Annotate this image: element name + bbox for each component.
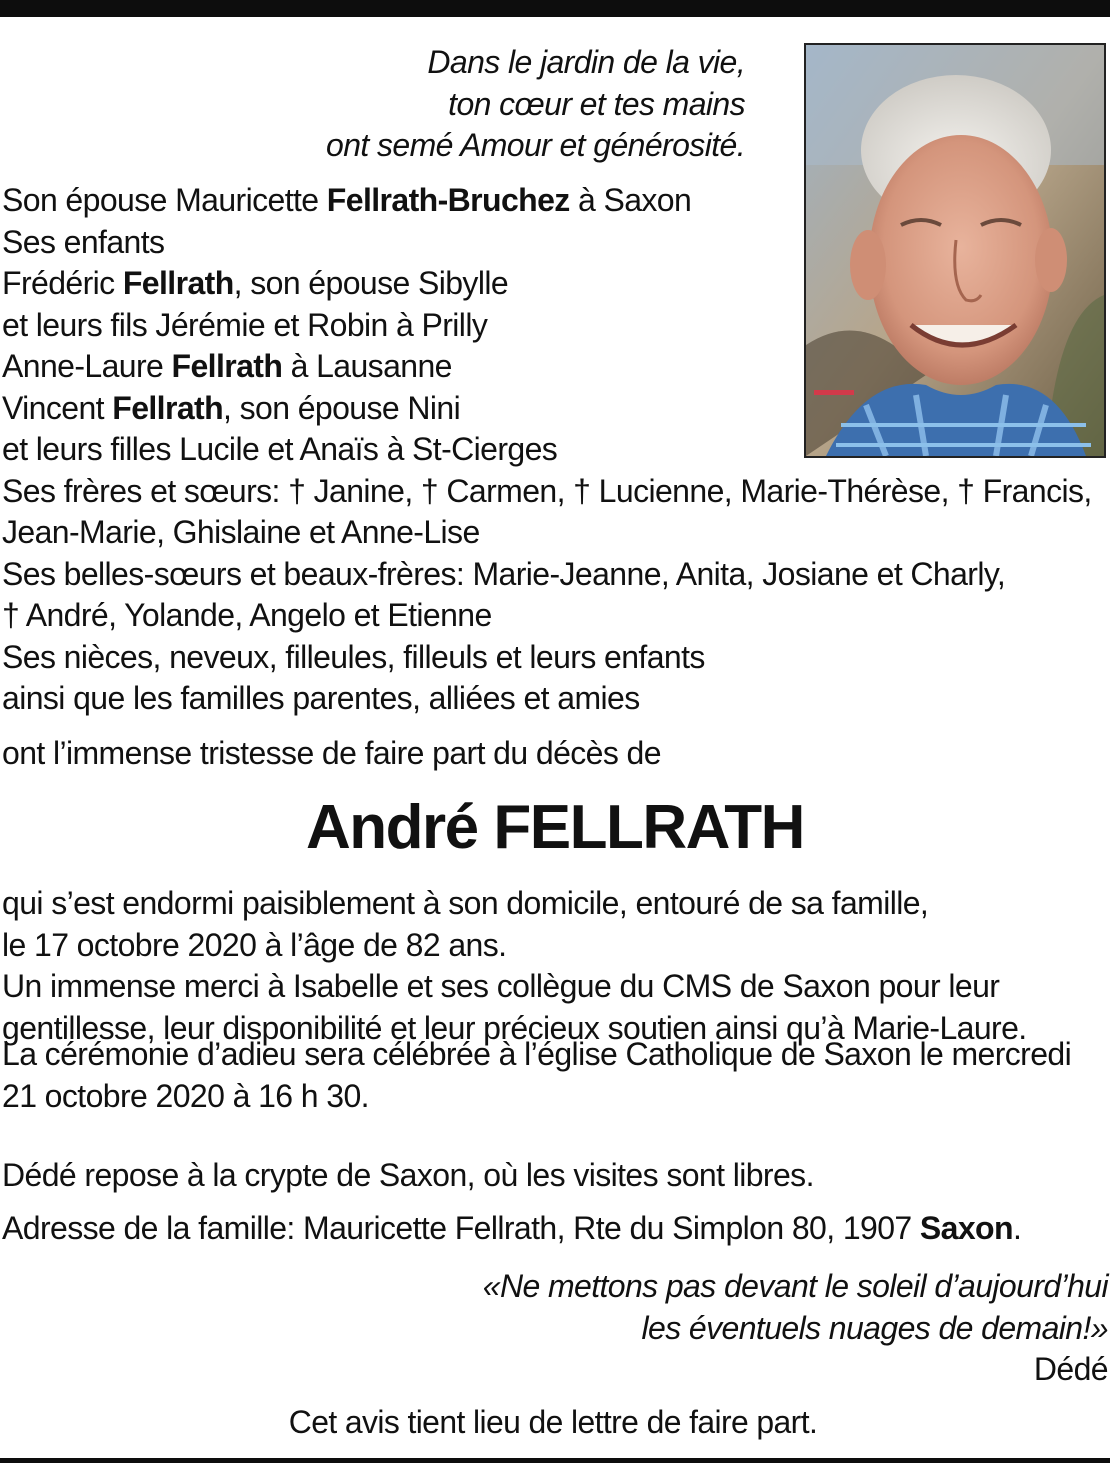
grandchildren-line: et leurs fils Jérémie et Robin à Prilly [2,306,488,343]
child-spouse: , son épouse Nini [223,389,461,426]
deceased-name: André FELLRATH [306,793,804,862]
grandchildren-line: et leurs filles Lucile et Anaïs à St-Cierges [2,431,558,467]
child-town: à Lausanne [282,348,452,384]
verse-line: ont semé Amour et générosité. [326,127,745,163]
bottom-border-rule [0,1458,1110,1463]
crypt-line: Dédé repose à la crypte de Saxon, où les visites sont libres. [2,1157,814,1193]
closing-note: Cet avis tient lieu de lettre de faire part. [288,1404,818,1440]
child-line [2,388,1092,430]
death-line: qui s’est endormi paisiblement à son domicile, entouré de sa famille, [2,885,929,921]
top-border-rule [0,0,1110,17]
child-name: Frédéric [2,265,123,301]
nieces-line: Ses nièces, neveux, filleules, filleuls et leurs enfants [2,638,705,675]
spouse-text: Son épouse Mauricette [2,182,327,218]
address-end: . [1012,1210,1022,1246]
thanks-line: Un immense merci à Isabelle et ses collègue du CMS de Saxon pour leur [2,968,1000,1004]
inlaws-line-cont: † André, Yolande, Angelo et Etienne [2,597,492,633]
child-spouse: , son épouse Sibylle [233,265,509,301]
opening-verse [326,42,745,167]
inlaws-line: Ses belles-sœurs et beaux-frères: Marie-Jeanne, Anita, Josiane et Charly, [2,555,1006,592]
child-line [2,346,1092,388]
siblings-line: Ses frères et sœurs: † Janine, † Carmen, † Lucienne, Marie-Thérèse, † Francis, [2,472,1092,509]
child-name: Anne-Laure [2,348,172,384]
child-name: Vincent [2,389,113,426]
address-town: Saxon [919,1210,1013,1246]
child-surname: Fellrath [171,348,283,384]
spouse-town: à Saxon [569,182,692,218]
verse-line: ton cœur et tes mains [448,85,745,122]
quote-line: les éventuels nuages de demain!» [641,1309,1108,1346]
address-text: Adresse de la famille: Mauricette Fellrath, Rte du Simplon 80, 1907 [2,1210,920,1246]
address-line [2,1208,1108,1250]
announcement: ont l’immense tristesse de faire part du décès de [2,735,661,771]
child-surname: Fellrath [122,265,234,301]
closing-quote [483,1266,1108,1391]
siblings-line-cont: Jean-Marie, Ghislaine et Anne-Lise [2,514,480,550]
ceremony-paragraph [2,1034,1108,1117]
verse-line: Dans le jardin de la vie, [427,44,745,80]
spouse-surname: Fellrath-Bruchez [326,182,570,218]
spouse-line [2,180,1092,222]
family-list [2,180,1092,720]
death-paragraph [2,883,1108,1049]
quote-author: Dédé [1033,1351,1108,1387]
child-surname: Fellrath [112,389,224,426]
children-heading: Ses enfants [2,223,165,260]
quote-line: «Ne mettons pas devant le soleil d’aujourd’hui [482,1268,1108,1304]
thanks-line-cont: gentillesse, leur disponibilité et leur précieux soutien ainsi qu’à Marie-Laure. [2,1009,1027,1046]
families-line: ainsi que les familles parentes, alliées et amies [2,680,640,716]
death-date-line: le 17 octobre 2020 à l’âge de 82 ans. [2,926,507,963]
ceremony-date-line: 21 octobre 2020 à 16 h 30. [2,1077,369,1114]
ceremony-line: La cérémonie d’adieu sera célébrée à l’église Catholique de Saxon le mercredi [2,1036,1072,1072]
child-line [2,263,1092,305]
